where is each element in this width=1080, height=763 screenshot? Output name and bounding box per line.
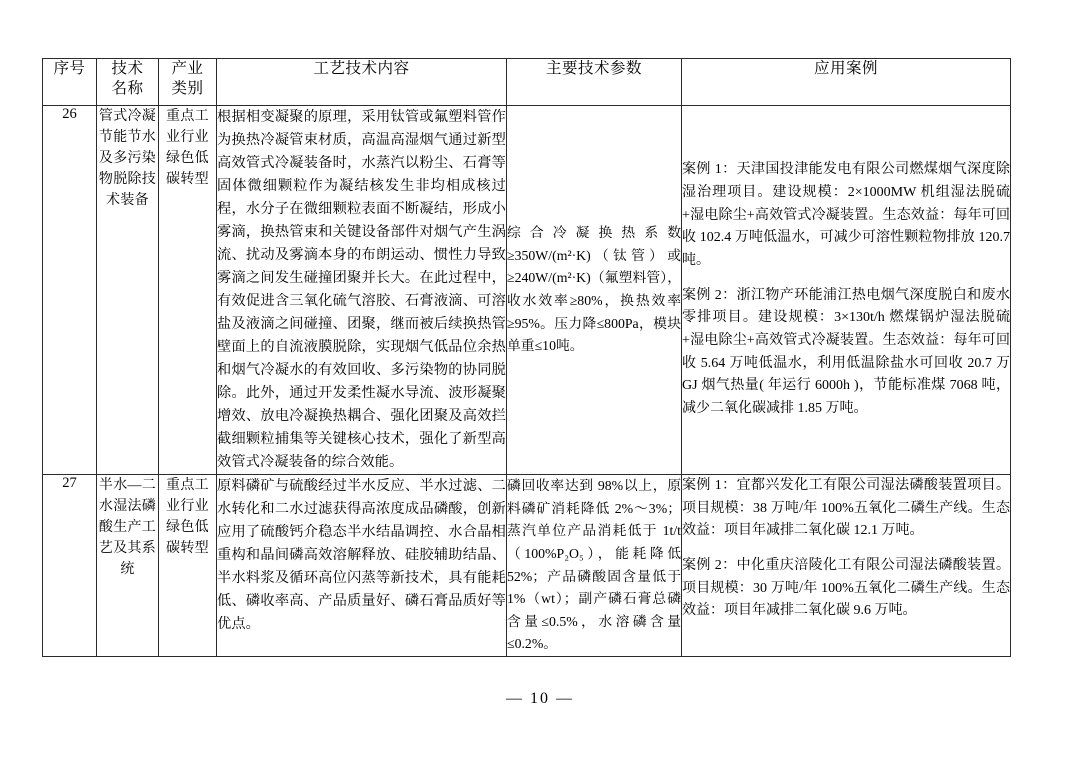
row-application-cases xyxy=(682,475,1011,657)
row-industry-category: 重点工业行业绿色低碳转型 xyxy=(159,475,217,657)
row-technical-parameters: 磷回收率达到 98%以上，原料磷矿消耗降低 2%～3%；蒸汽单位产品消耗低于 1t/t（100%P₂O₅），能耗降低 52%；产品磷酸固含量低于 1%（wt）；副产磷石膏总磷含量≤0.5%，水溶磷含量≤0.2%。 xyxy=(507,475,682,657)
table-row xyxy=(43,475,1011,657)
row-technical-parameters: 综合冷凝换热系数≥350W/(m²·K)（钛管）或≥240W/(m²·K)（氟塑料管），收水效率≥80%，换热效率≥95%。压力降≤800Pa，模块单重≤10吨。 xyxy=(507,106,682,475)
column-header-sequence: 序号 xyxy=(43,59,97,106)
column-header-industry-line1: 产业 xyxy=(171,60,204,77)
column-header-tech-name-line2: 名称 xyxy=(111,80,144,98)
case-paragraph: 案例 1：天津国投津能发电有限公司燃煤烟气深度除湿治理项目。建设规模：2×1000MW 机组湿法脱硫+湿电除尘+高效管式冷凝装置。生态效益：每年可回收 102.4 万吨低温水，可减少可溶性颗粒物排放 120.7 吨。 xyxy=(682,162,1010,268)
case-paragraph: 案例 1：宜都兴发化工有限公司湿法磷酸装置项目。项目规模：38 万吨/年 100%五氧化二磷生产线。生态效益：项目年减排二氧化碳 12.1 万吨。 xyxy=(682,478,1010,539)
case-paragraph: 案例 2：中化重庆涪陵化工有限公司湿法磷酸装置。项目规模：30 万吨/年 100%五氧化二磷生产线。生态效益：项目年减排二氧化碳 9.6 万吨。 xyxy=(682,558,1010,619)
column-header-cases: 应用案例 xyxy=(682,59,1011,106)
column-header-industry-category xyxy=(159,59,217,106)
column-header-parameters: 主要技术参数 xyxy=(507,59,682,106)
technology-catalog-table xyxy=(42,58,1011,657)
table-row xyxy=(43,106,1011,475)
row-sequence-number: 26 xyxy=(43,106,97,475)
column-header-tech-name xyxy=(97,59,159,106)
case-paragraph: 案例 2：浙江物产环能浦江热电烟气深度脱白和废水零排项目。建设规模：3×130t/h 燃煤锅炉湿法脱硫+湿电除尘+高效管式冷凝装置。生态效益：每年可回收 5.64 万吨低温水，利用低温除盐水可回收 20.7 万 GJ 烟气热量( 年运行 6000h )，节能标准煤 7068 吨，减少二氧化碳减排 1.85 万吨。 xyxy=(682,287,1010,417)
column-header-tech-name-line1: 技术 xyxy=(111,60,144,77)
row-process-content: 根据相变凝聚的原理，采用钛管或氟塑料管作为换热冷凝管束材质，高温高湿烟气通过新型高效管式冷凝装备时，水蒸汽以粉尘、石膏等固体微细颗粒作为凝结核发生非均相成核过程，水分子在微细颗粒表面不断凝结，形成小雾滴，换热管束和关键设备部件对烟气产生涡流、扰动及雾滴本身的布朗运动、惯性力导致雾滴之间发生碰撞团聚并长大。在此过程中，有效促进含三氧化硫气溶胶、石膏液滴、可溶盐及液滴之间碰撞、团聚，继而被后续换热管壁面上的自流液膜脱除，实现烟气低品位余热和烟气冷凝水的有效回收、多污染物的协同脱除。此外，通过开发柔性凝水导流、波形凝聚增效、放电冷凝换热耦合、强化团聚及高效拦截细颗粒捕集等关键核心技术，强化了新型高效管式冷凝装备的综合效能。 xyxy=(217,106,507,475)
row-technology-name: 管式冷凝节能节水及多污染物脱除技术装备 xyxy=(97,106,159,475)
column-header-process-content: 工艺技术内容 xyxy=(217,59,507,106)
table-body xyxy=(43,106,1011,657)
row-process-content: 原料磷矿与硫酸经过半水反应、半水过滤、二水转化和二水过滤获得高浓度成品磷酸，创新应用了硫酸钙介稳态半水结晶调控、水合晶相重构和晶间磷高效溶解释放、硅胶辅助结晶、半水料浆及循环高位闪蒸等新技术，具有能耗低、磷收率高、产品质量好、磷石膏品质好等优点。 xyxy=(217,475,507,657)
column-header-industry-line2: 类别 xyxy=(171,80,204,98)
page-footer xyxy=(0,690,1080,708)
page-number: — 10 — xyxy=(506,690,574,707)
table-header xyxy=(43,59,1011,106)
row-industry-category: 重点工业行业绿色低碳转型 xyxy=(159,106,217,475)
row-sequence-number: 27 xyxy=(43,475,97,657)
technology-catalog-table-wrapper xyxy=(42,58,1010,657)
table-header-row xyxy=(43,59,1011,106)
row-technology-name: 半水—二水湿法磷酸生产工艺及其系统 xyxy=(97,475,159,657)
row-application-cases xyxy=(682,106,1011,475)
